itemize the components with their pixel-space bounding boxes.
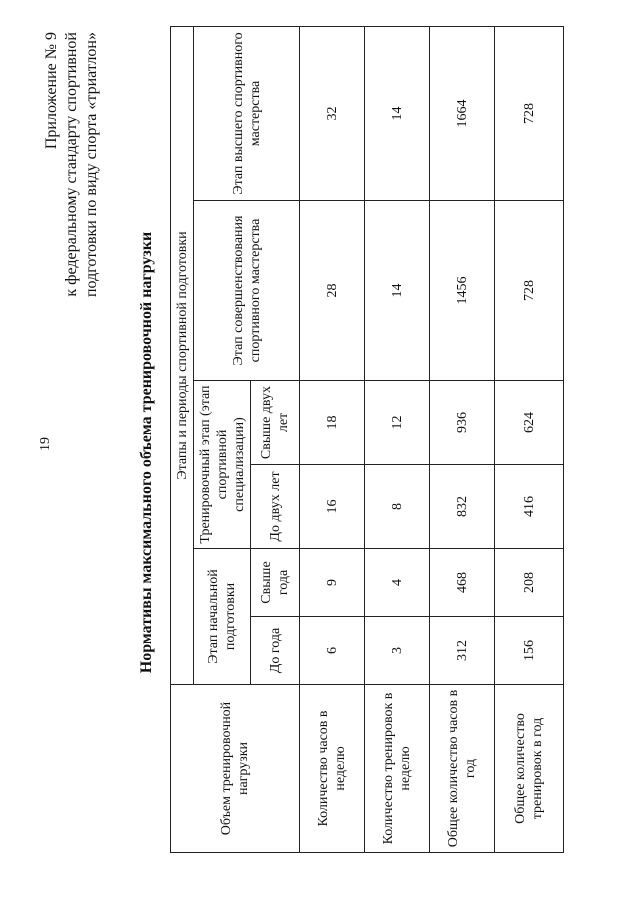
row-label: Количество тренировок в неделю	[365, 685, 430, 853]
training-load-table	[170, 26, 564, 853]
table-row	[495, 26, 564, 852]
table-cell: 14	[365, 26, 430, 200]
table-cell: 32	[300, 26, 365, 200]
table-cell: 14	[365, 201, 430, 381]
table-cell: 728	[495, 26, 564, 200]
annex-header	[42, 32, 102, 412]
table-row	[365, 26, 430, 852]
annex-line-3: подготовки по виду спорта «триатлон»	[83, 32, 100, 298]
table-cell: 832	[430, 465, 495, 549]
table-cell: 18	[300, 381, 365, 465]
table-cell: 156	[495, 617, 564, 685]
table-cell: 1664	[430, 26, 495, 200]
page-number: 19	[38, 437, 53, 451]
table-cell: 312	[430, 617, 495, 685]
row-label: Общее количество часов в год	[430, 685, 495, 853]
table-cell: 416	[495, 465, 564, 549]
table-row	[430, 26, 495, 852]
table-cell: 936	[430, 381, 495, 465]
load-header-cell: Объем тренировочной нагрузки	[171, 685, 300, 853]
table-cell: 8	[365, 465, 430, 549]
table-cell: 728	[495, 201, 564, 381]
table-cell: 16	[300, 465, 365, 549]
group-training: Тренировочный этап (этап спортивной специализации)	[194, 381, 251, 549]
table-cell: 28	[300, 201, 365, 381]
sub-training-1: До двух лет	[251, 465, 300, 549]
sub-initial-1: До года	[251, 617, 300, 685]
annex-line-2: к федеральному стандарту спортивной	[63, 32, 80, 297]
table-cell: 4	[365, 549, 430, 617]
group-improvement: Этап совершенствования спортивного мастерства	[194, 201, 300, 381]
stages-header-cell: Этапы и периоды спортивной подготовки	[171, 26, 194, 684]
annex-line-1: Приложение № 9	[43, 32, 60, 150]
document-title: Нормативы максимального объема тренировочной нагрузки	[138, 231, 155, 674]
table-cell: 1456	[430, 201, 495, 381]
table-cell: 208	[495, 549, 564, 617]
table-cell: 624	[495, 381, 564, 465]
table-row	[300, 26, 365, 852]
table-cell: 12	[365, 381, 430, 465]
table-cell: 3	[365, 617, 430, 685]
sub-training-2: Свыше двух лет	[251, 381, 300, 465]
row-label: Общее количество тренировок в год	[495, 685, 564, 853]
table-cell: 6	[300, 617, 365, 685]
group-highest: Этап высшего спортивного мастерства	[194, 26, 300, 200]
row-label: Количество часов в неделю	[300, 685, 365, 853]
table-cell: 468	[430, 549, 495, 617]
group-initial: Этап начальной подготовки	[194, 549, 251, 685]
table-cell: 9	[300, 549, 365, 617]
sub-initial-2: Свыше года	[251, 549, 300, 617]
